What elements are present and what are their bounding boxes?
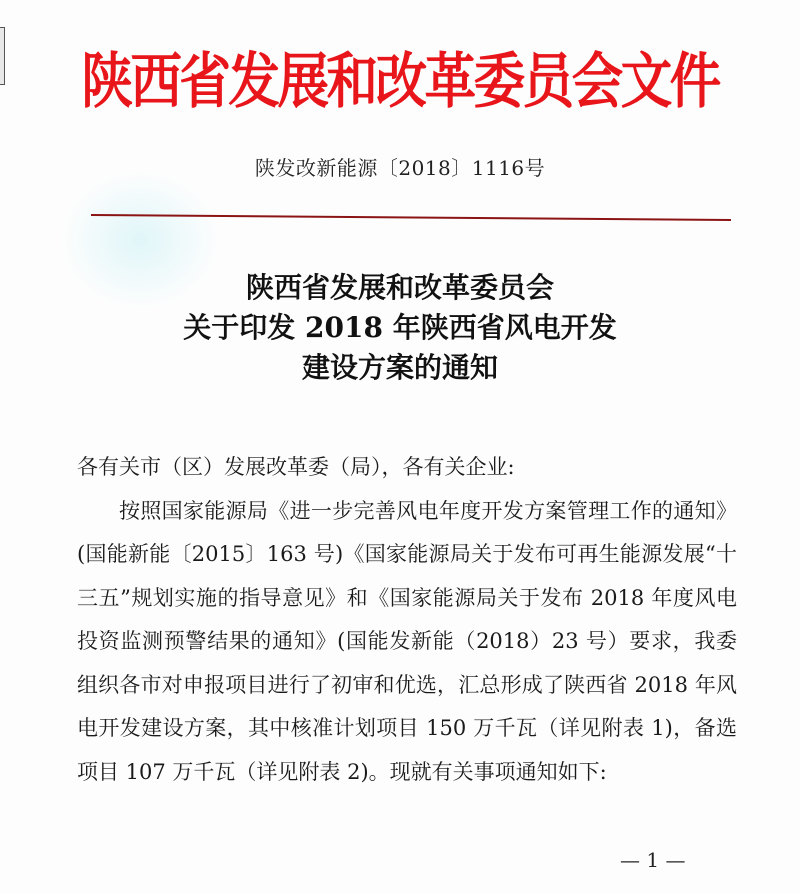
title-line-3: 建设方案的通知 [301, 351, 498, 384]
document-header: 陕西省发展和改革委员会文件 [81, 47, 719, 117]
document-number: 陕发改新能源〔2018〕1116号 [254, 156, 546, 180]
page-number: — 1 — [620, 848, 686, 872]
document-title [0, 268, 800, 388]
body-paragraph: 按照国家能源局《进一步完善风电年度开发方案管理工作的通知》(国能新能〔2015〕163 号)《国家能源局关于发布可再生能源发展“十三五”规划实施的指导意见》和《国家能源局关于发布 2018 年度风电投资监测预警结果的通知》(国能发新能（2018）23 号）要求，我委组织各市对申报项目进行了初审和优选，汇总形成了陕西省 2018 年风电开发建设方案，其中核准计划项目 150 万千瓦（详见附表 1)，备选项目 107 万千瓦（详见附表 2)。现就有关事项通知如下: [77, 498, 737, 784]
title-line-1: 陕西省发展和改革委员会 [245, 271, 554, 304]
salutation: 各有关市（区）发展改革委（局），各有关企业: [77, 455, 515, 479]
document-body [77, 446, 737, 794]
scan-edge-mark [0, 27, 5, 85]
title-line-2: 关于印发 2018 年陕西省风电开发 [183, 311, 617, 344]
